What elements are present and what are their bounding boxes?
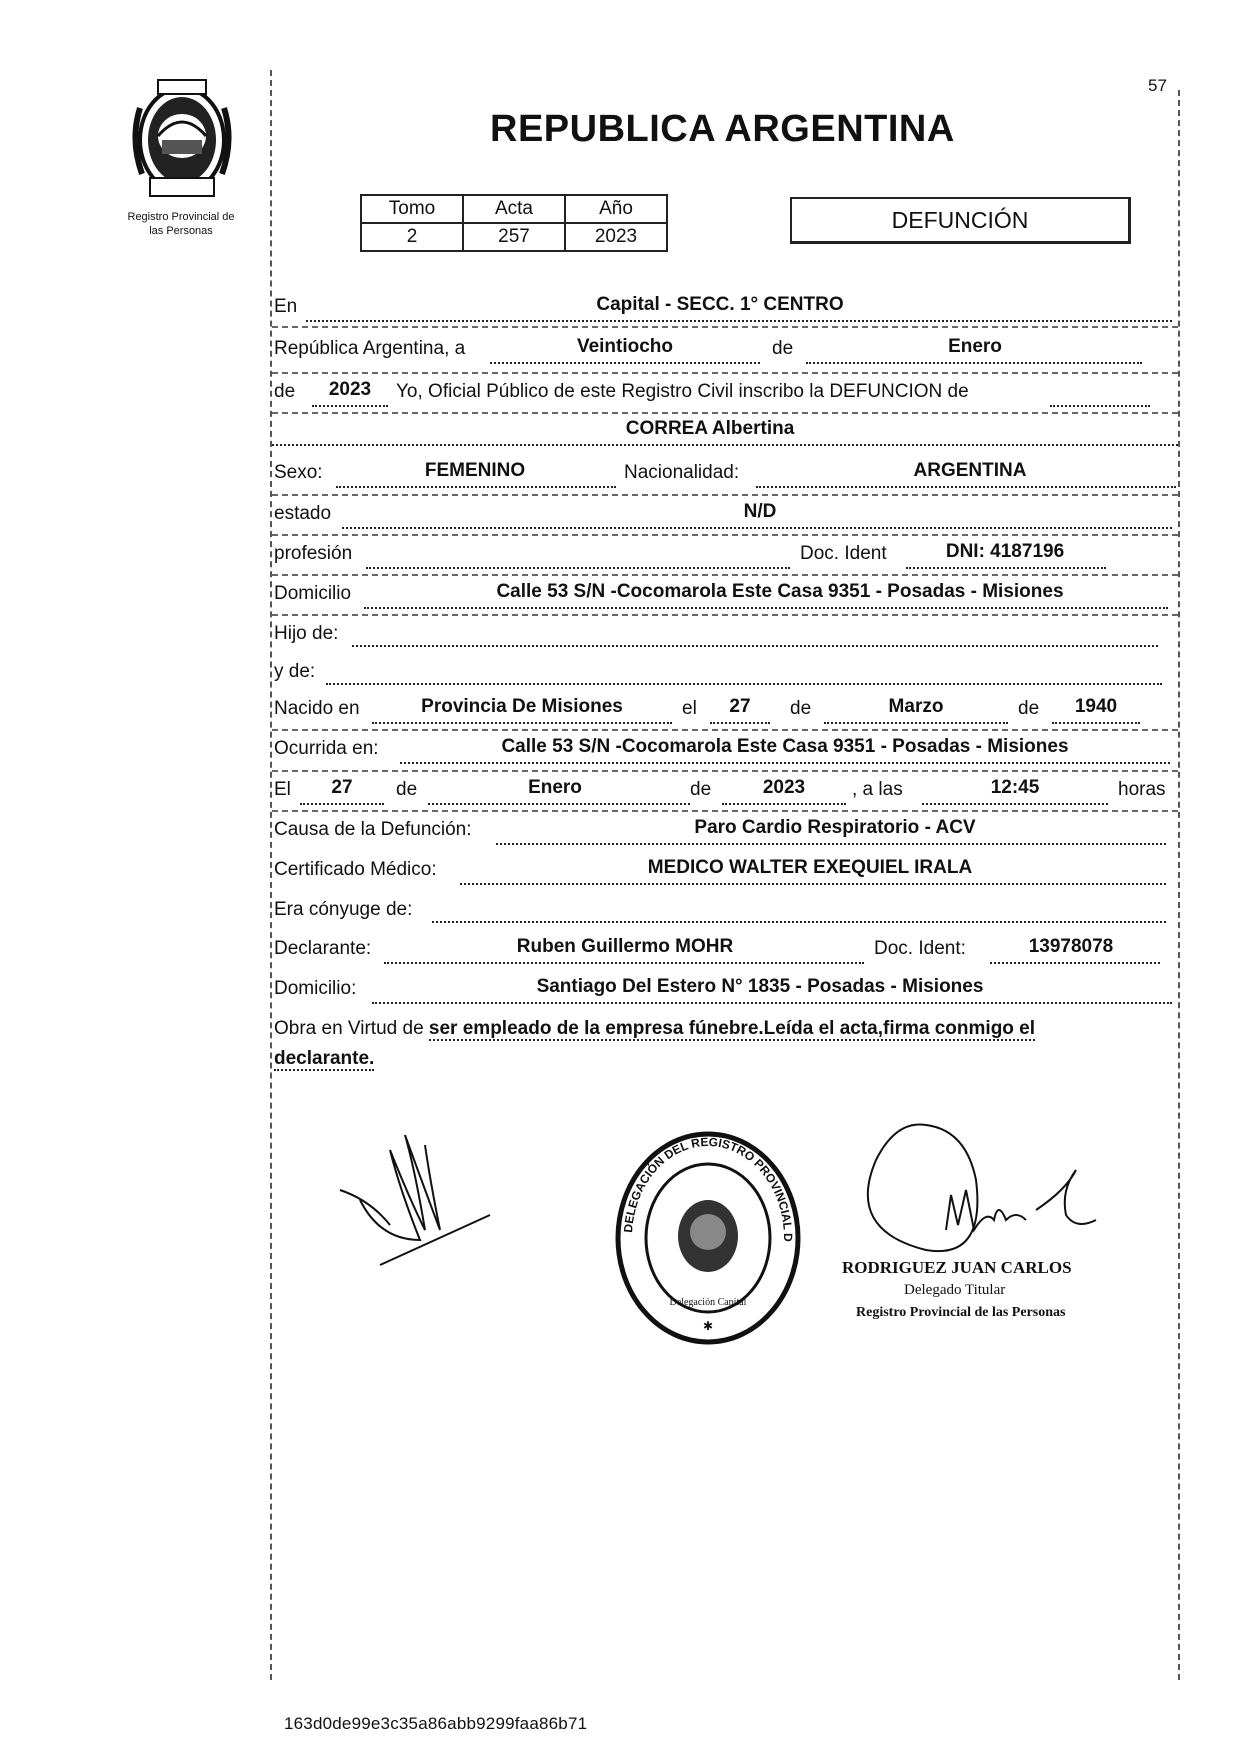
obra-paragraph bbox=[274, 1014, 1180, 1074]
dots-causa bbox=[496, 843, 1166, 845]
value-obra-line1: ser empleado de la empresa fúnebre.Leída el acta,firma conmigo el bbox=[428, 1018, 1036, 1039]
svg-text:✱: ✱ bbox=[702, 1319, 714, 1333]
value-fallec-dia: 27 bbox=[331, 777, 353, 798]
label-doc-ident2: Doc. Ident: bbox=[874, 938, 966, 959]
dots-declarante bbox=[384, 962, 864, 964]
rule-8 bbox=[272, 729, 1178, 731]
dots-doc-ident2 bbox=[990, 962, 1160, 964]
label-fallec-de1: de bbox=[396, 779, 418, 800]
label-domicilio2: Domicilio: bbox=[274, 978, 357, 999]
document-hash: 163d0de99e3c35a86abb9299faa86b71 bbox=[284, 1714, 588, 1733]
dots-domicilio bbox=[364, 607, 1168, 609]
label-declarante: Declarante: bbox=[274, 938, 372, 959]
header-tomo: Tomo bbox=[361, 195, 463, 223]
dots-fallec-anio bbox=[722, 803, 846, 805]
rule-4 bbox=[272, 494, 1178, 496]
rule-6 bbox=[272, 574, 1178, 576]
value-domicilio2: Santiago Del Estero N° 1835 - Posadas - Misiones bbox=[536, 976, 984, 997]
value-year: 2023 bbox=[328, 379, 372, 400]
label-certificado: Certificado Médico: bbox=[274, 859, 437, 880]
value-deceased-name: CORREA Albertina bbox=[625, 418, 795, 439]
label-nacido-el: el bbox=[682, 698, 697, 719]
value-fallec-mes: Enero bbox=[528, 777, 582, 798]
record-type-box: DEFUNCIÓN bbox=[790, 197, 1131, 244]
header-acta: Acta bbox=[463, 195, 565, 223]
label-hijo: Hijo de: bbox=[274, 623, 339, 644]
registry-caption bbox=[96, 210, 266, 238]
rule-9 bbox=[272, 770, 1178, 772]
label-profesion: profesión bbox=[274, 543, 353, 564]
label-estado: estado bbox=[274, 503, 332, 524]
label-obra: Obra en Virtud de bbox=[274, 1018, 424, 1039]
official-role: Delegado Titular bbox=[904, 1282, 1006, 1298]
dots-deceased bbox=[272, 444, 1178, 446]
label-alas: , a las bbox=[852, 779, 903, 800]
value-causa: Paro Cardio Respiratorio - ACV bbox=[694, 817, 976, 838]
dots-fallec-hora bbox=[922, 803, 1108, 805]
value-estado: N/D bbox=[743, 501, 777, 522]
value-fallec-hora: 12:45 bbox=[990, 777, 1040, 798]
label-de-year: de bbox=[274, 381, 296, 402]
dots-hijo bbox=[352, 645, 1158, 647]
page-number: 57 bbox=[1148, 76, 1167, 95]
value-acta: 257 bbox=[463, 223, 565, 251]
dots-nacido-lugar bbox=[372, 722, 672, 724]
inscribo-text: Yo, Oficial Público de este Registro Civil inscribo la DEFUNCION de bbox=[396, 381, 969, 402]
dots-nacido-dia bbox=[710, 722, 770, 724]
value-doc-ident: DNI: 4187196 bbox=[945, 541, 1065, 562]
province-seal-logo bbox=[122, 78, 242, 204]
svg-text:Delegación Capital: Delegación Capital bbox=[669, 1297, 747, 1308]
label-sexo: Sexo: bbox=[274, 462, 323, 483]
dots-day bbox=[490, 362, 760, 364]
value-ocurrida: Calle 53 S/N -Cocomarola Este Casa 9351 - Posadas - Misiones bbox=[501, 736, 1069, 757]
dots-profesion bbox=[366, 567, 790, 569]
value-month: Enero bbox=[948, 336, 1002, 357]
official-stamp bbox=[612, 1130, 804, 1346]
label-horas: horas bbox=[1118, 779, 1166, 800]
record-number-table bbox=[360, 194, 668, 252]
label-domicilio: Domicilio bbox=[274, 583, 352, 604]
value-certificado: MEDICO WALTER EXEQUIEL IRALA bbox=[647, 857, 973, 878]
value-obra-line2: declarante. bbox=[274, 1048, 375, 1069]
document-title: REPUBLICA ARGENTINA bbox=[490, 108, 955, 150]
label-republica: República Argentina, a bbox=[274, 338, 466, 359]
rule-2 bbox=[272, 372, 1178, 374]
rule-5 bbox=[272, 534, 1178, 536]
right-margin-line bbox=[1178, 90, 1180, 1680]
label-nacido-de2: de bbox=[1018, 698, 1040, 719]
rule-1 bbox=[272, 326, 1178, 328]
value-day-words: Veintiocho bbox=[576, 336, 674, 357]
label-conyuge: Era cónyuge de: bbox=[274, 899, 413, 920]
value-nacido-mes: Marzo bbox=[888, 696, 944, 717]
rule-10 bbox=[272, 810, 1178, 812]
header-anio: Año bbox=[565, 195, 667, 223]
dots-nacionalidad bbox=[756, 486, 1176, 488]
official-signature bbox=[826, 1120, 1126, 1270]
declarant-signature bbox=[330, 1130, 500, 1280]
value-doc-ident2: 13978078 bbox=[1028, 936, 1114, 957]
dots-domicilio2 bbox=[372, 1002, 1172, 1004]
dots-fallec-mes bbox=[428, 803, 690, 805]
value-en: Capital - SECC. 1° CENTRO bbox=[596, 294, 844, 315]
label-causa: Causa de la Defunción: bbox=[274, 819, 472, 840]
value-anio: 2023 bbox=[565, 223, 667, 251]
label-el: El bbox=[274, 779, 291, 800]
dots-month bbox=[806, 362, 1142, 364]
label-nacionalidad: Nacionalidad: bbox=[624, 462, 740, 483]
dots-nacido-mes bbox=[824, 722, 1008, 724]
svg-text:DELEGACIÓN DEL REGISTRO PROVIN: DELEGACIÓN DEL REGISTRO PROVINCIAL D bbox=[621, 1134, 796, 1242]
rule-7 bbox=[272, 614, 1178, 616]
value-nacionalidad: ARGENTINA bbox=[913, 460, 1027, 481]
official-registry: Registro Provincial de las Personas bbox=[856, 1305, 1066, 1320]
official-name: RODRIGUEZ JUAN CARLOS bbox=[842, 1258, 1072, 1277]
value-domicilio: Calle 53 S/N -Cocomarola Este Casa 9351 - Posadas - Misiones bbox=[496, 581, 1064, 602]
value-nacido-lugar: Provincia De Misiones bbox=[421, 696, 623, 717]
registry-caption-line1: Registro Provincial de bbox=[127, 211, 235, 223]
label-fallec-de2: de bbox=[690, 779, 712, 800]
value-nacido-anio: 1940 bbox=[1074, 696, 1118, 717]
value-nacido-dia: 27 bbox=[729, 696, 751, 717]
dots-yde bbox=[326, 683, 1162, 685]
dots-year bbox=[312, 405, 388, 407]
dots-sexo bbox=[336, 486, 616, 488]
value-sexo: FEMENINO bbox=[424, 460, 526, 481]
label-nacido-de1: de bbox=[790, 698, 812, 719]
label-doc-ident: Doc. Ident bbox=[800, 543, 887, 564]
value-tomo: 2 bbox=[361, 223, 463, 251]
label-nacido: Nacido en bbox=[274, 698, 360, 719]
rule-3 bbox=[272, 412, 1178, 414]
label-yde: y de: bbox=[274, 661, 316, 682]
dots-doc-ident bbox=[906, 567, 1106, 569]
dots-estado bbox=[342, 527, 1172, 529]
label-de-month: de bbox=[772, 338, 794, 359]
dots-conyuge bbox=[432, 921, 1166, 923]
dots-ocurrida bbox=[400, 762, 1170, 764]
dots-en bbox=[306, 320, 1172, 322]
dots-inscribo bbox=[1050, 405, 1150, 407]
left-margin-line bbox=[270, 70, 272, 1680]
label-ocurrida: Ocurrida en: bbox=[274, 738, 379, 759]
value-fallec-anio: 2023 bbox=[762, 777, 806, 798]
dots-certificado bbox=[460, 883, 1166, 885]
dots-fallec-dia bbox=[300, 803, 384, 805]
registry-caption-line2: las Personas bbox=[149, 225, 213, 237]
value-declarante: Ruben Guillermo MOHR bbox=[516, 936, 734, 957]
dots-nacido-anio bbox=[1052, 722, 1140, 724]
label-en: En bbox=[274, 296, 298, 317]
